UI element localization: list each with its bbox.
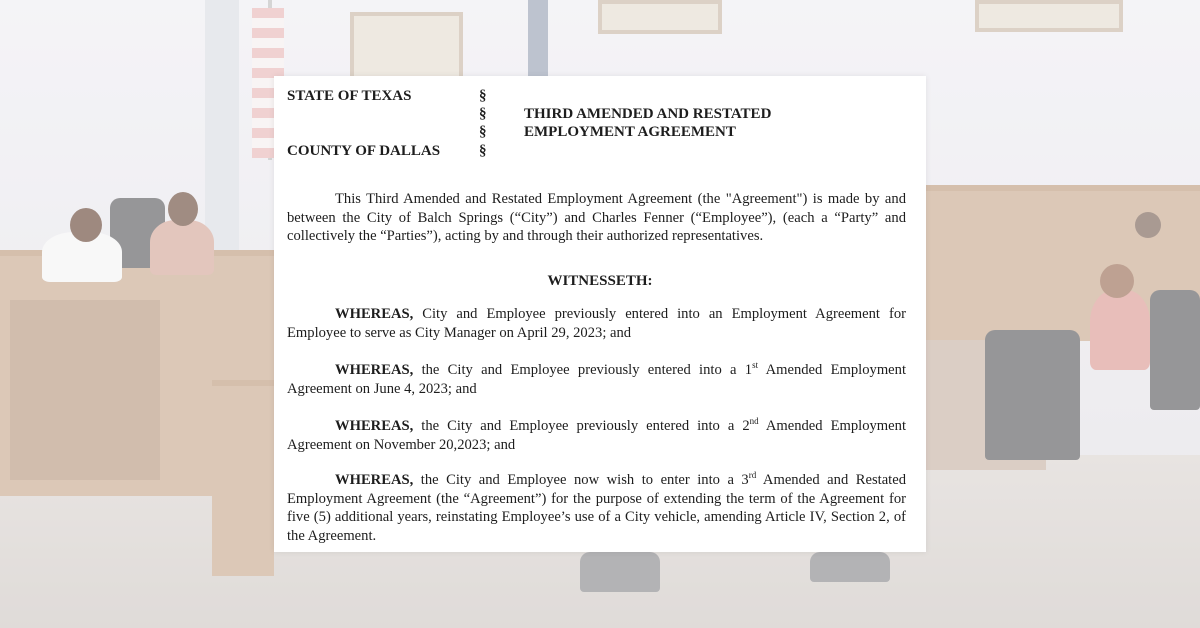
whereas-label: WHEREAS, <box>335 418 414 434</box>
clause-text: the City and Employee now wish to enter into a 3 <box>420 472 749 488</box>
section-mark: § <box>479 124 487 140</box>
title-line-1: THIRD AMENDED AND RESTATED <box>524 106 772 122</box>
section-mark: § <box>479 143 487 159</box>
whereas-label: WHEREAS, <box>335 306 414 322</box>
ordinal-suffix: rd <box>748 470 757 481</box>
clause-text: City and Employee previously entered into an Employment Agreement for Employee to serve as City Manager on April 29, 2023; and <box>287 306 906 341</box>
intro-paragraph <box>287 190 906 246</box>
clause-text: Amended Employment Agreement on June 4, 2023; and <box>287 362 907 397</box>
whereas-clause-1 <box>287 305 906 342</box>
whereas-label: WHEREAS, <box>335 472 414 488</box>
clause-text: the City and Employee previously entered into a 1 <box>421 362 753 378</box>
clause-text: Amended Employment Agreement on November 20,2023; and <box>287 418 906 453</box>
whereas-label: WHEREAS, <box>335 362 414 378</box>
witnesseth-heading: WITNESSETH: <box>547 273 653 289</box>
whereas-clause-3 <box>287 417 906 454</box>
agreement-document <box>274 76 926 552</box>
intro-text: This Third Amended and Restated Employment Agreement (the "Agreement") is made by and between the City of Balch Springs (“City”) and Charles Fenner (“Employee”), (each a “Party” and collectively the “Parties”), acting by and through their authorized representatives. <box>287 191 906 244</box>
clause-text: Amended and Restated Employment Agreement (the “Agreement”) for the purpose of extending the term of the Agreement for five (5) additional years, reinstating Employee’s use of a City vehicle, amending Article IV, Section 2, of the Agreement. <box>287 472 907 544</box>
section-mark: § <box>479 88 487 104</box>
whereas-clause-4 <box>287 471 906 545</box>
county-label: COUNTY OF DALLAS <box>287 143 441 159</box>
section-mark: § <box>479 106 487 122</box>
ordinal-suffix: nd <box>749 416 759 427</box>
whereas-clause-2 <box>287 361 906 398</box>
title-line-2: EMPLOYMENT AGREEMENT <box>524 124 736 140</box>
state-label: STATE OF TEXAS <box>287 88 412 104</box>
clause-text: the City and Employee previously entered into a 2 <box>421 418 750 434</box>
ordinal-suffix: st <box>752 360 759 371</box>
